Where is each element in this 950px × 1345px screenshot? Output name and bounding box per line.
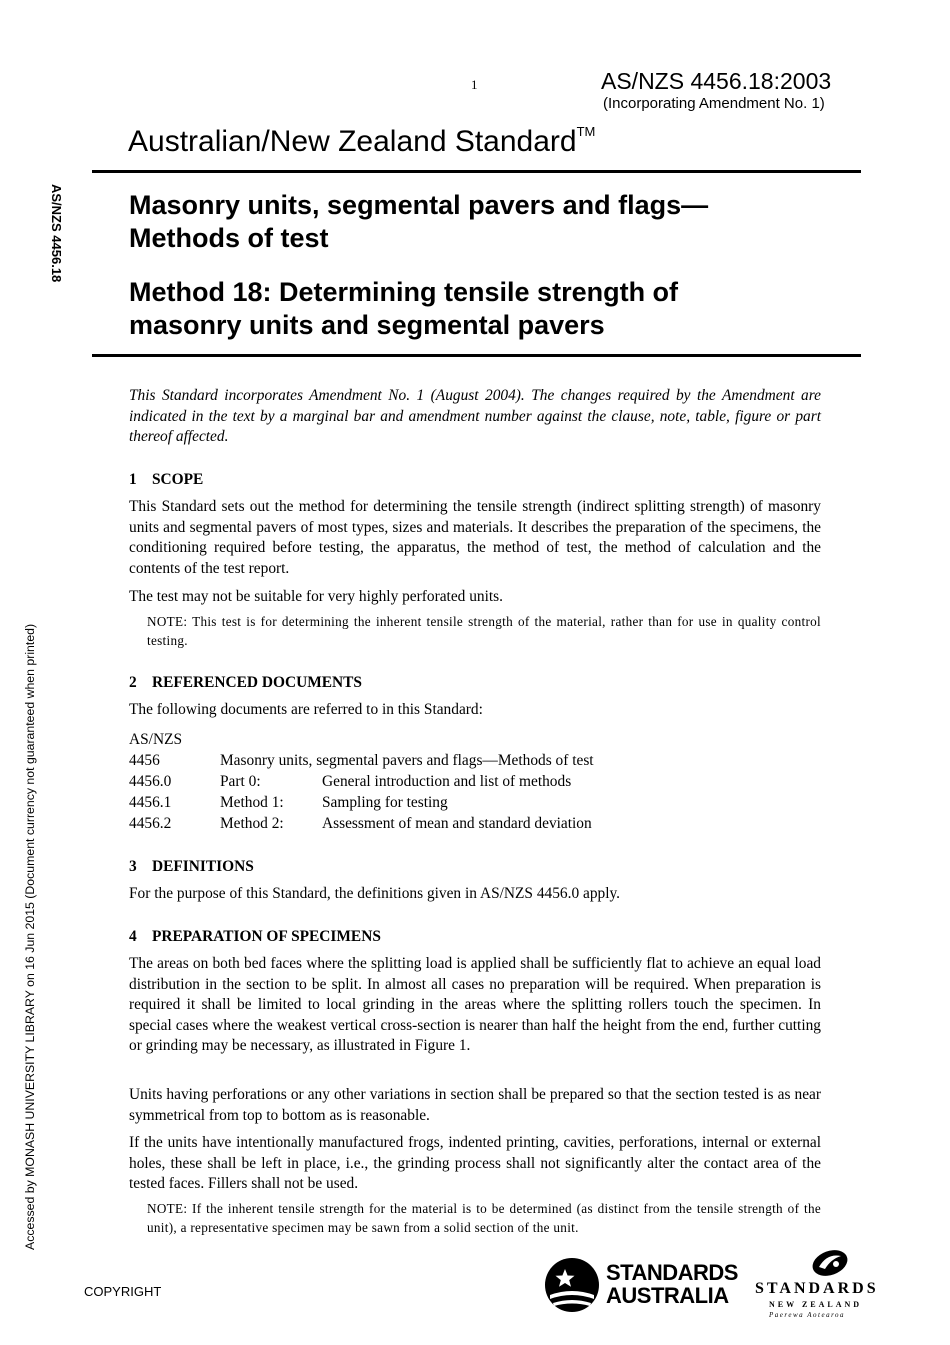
standard-type-text: Australian/New Zealand Standard xyxy=(128,125,577,158)
preparation-paragraph-3: If the units have intentionally manufactured frogs, indented printing, cavities, perforations, internal or external holes, these shall be left in place, i.e., the grinding process shall not significantly alter the contact area of the tested faces. Fillers shall not be used. xyxy=(129,1134,821,1193)
definitions-paragraph: For the purpose of this Standard, the definitions given in AS/NZS 4456.0 apply. xyxy=(129,885,621,902)
method-title xyxy=(129,276,678,342)
standards-new-zealand-logo xyxy=(752,1248,877,1324)
top-rule xyxy=(92,170,861,173)
section-title: DEFINITIONS xyxy=(152,858,254,875)
standard-type xyxy=(128,125,595,159)
reference-title: Masonry units, segmental pavers and flags—Methods of test xyxy=(220,752,594,769)
standards-nz-emblem-icon xyxy=(810,1248,850,1278)
reference-title: Assessment of mean and standard deviation xyxy=(322,815,592,832)
nz-logo-line-2: NEW ZEALAND xyxy=(769,1300,863,1309)
trademark: TM xyxy=(576,124,596,139)
standards-australia-logo xyxy=(544,1257,744,1317)
scope-paragraph-2: The test may not be suitable for very highly perforated units. xyxy=(129,588,503,605)
section-heading-references xyxy=(129,674,362,692)
reference-part: Part 0: xyxy=(220,773,261,790)
reference-part: Method 1: xyxy=(220,794,284,811)
scope-paragraph-1: This Standard sets out the method for determining the tensile strength (indirect splitting strength) of masonry units and segmental pavers of most types, sizes and materials. It describes the preparation of the specimens, the conditioning required before testing, the apparatus, the method of test, the method of calculation and the contents of the test report. xyxy=(129,498,821,577)
reference-title: Sampling for testing xyxy=(322,794,448,811)
document-title xyxy=(129,189,708,255)
amendment-note: (Incorporating Amendment No. 1) xyxy=(603,95,825,112)
section-title: PREPARATION OF SPECIMENS xyxy=(152,928,381,945)
section-heading-scope xyxy=(129,471,203,489)
title-line-1: Masonry units, segmental pavers and flags— xyxy=(129,190,709,220)
preparation-paragraph-2: Units having perforations or any other variations in section shall be prepared so that the section tested is as near symmetrical from top to bottom as is reasonable. xyxy=(129,1086,821,1124)
access-label: Accessed by MONASH UNIVERSITY LIBRARY on 16 Jun 2015 (Document currency not guaranteed when printed) xyxy=(23,623,37,1250)
section-number: 4 xyxy=(129,928,137,945)
spine-label: AS/NZS 4456.18 xyxy=(49,184,64,283)
references-intro: The following documents are referred to in this Standard: xyxy=(129,701,483,718)
sa-logo-line-2: AUSTRALIA xyxy=(606,1283,729,1308)
reference-group-label: AS/NZS xyxy=(129,731,183,748)
nz-logo-line-1: STANDARDS xyxy=(755,1280,879,1297)
reference-title: General introduction and list of methods xyxy=(322,773,572,790)
copyright-label: COPYRIGHT xyxy=(84,1284,162,1299)
sa-logo-line-1: STANDARDS xyxy=(606,1260,738,1285)
section-title: SCOPE xyxy=(152,471,204,488)
title-rule xyxy=(92,354,861,357)
method-title-line-1: Method 18: Determining tensile strength of xyxy=(129,277,679,307)
section-title: REFERENCED DOCUMENTS xyxy=(152,674,362,691)
scope-note: NOTE: This test is for determining the inherent tensile strength of the material, rather than for use in quality control testing. xyxy=(147,614,821,648)
title-line-2: Methods of test xyxy=(129,223,329,253)
section-heading-definitions xyxy=(129,858,254,876)
standards-australia-emblem-icon xyxy=(544,1257,600,1313)
preparation-paragraph-1: The areas on both bed faces where the splitting load is applied shall be sufficiently flat to achieve an equal load distribution in the section to be split. In almost all cases no preparation will be required. When preparation is required it shall be limited to local grinding in the areas where the splitting rollers touch the specimen. In special cases where the weakest vertical cross-section is nearer than half the height from the end, further cutting or grinding may be necessary, as illustrated in Figure 1. xyxy=(129,955,821,1055)
page-number: 1 xyxy=(471,77,478,92)
section-number: 3 xyxy=(129,858,137,875)
reference-code: 4456.0 xyxy=(129,773,172,790)
section-number: 2 xyxy=(129,674,137,691)
reference-code: 4456 xyxy=(129,752,160,769)
standard-designation: AS/NZS 4456.18:2003 xyxy=(601,68,832,94)
amendment-statement: This Standard incorporates Amendment No. 1 (August 2004). The changes required by the Amendment are indicated in the text by a marginal bar and amendment number against the clause, note, table, figure or part thereof affected. xyxy=(129,387,821,445)
reference-code: 4456.1 xyxy=(129,794,172,811)
nz-logo-line-3: Paerewa Aotearoa xyxy=(769,1311,846,1319)
section-heading-preparation xyxy=(129,928,381,946)
reference-code: 4456.2 xyxy=(129,815,172,832)
reference-part: Method 2: xyxy=(220,815,284,832)
method-title-line-2: masonry units and segmental pavers xyxy=(129,310,605,340)
preparation-note: NOTE: If the inherent tensile strength for the material is to be determined (as distinct from the tensile strength of the unit), a representative specimen may be sawn from a solid section of the unit. xyxy=(147,1201,821,1235)
section-number: 1 xyxy=(129,471,137,488)
